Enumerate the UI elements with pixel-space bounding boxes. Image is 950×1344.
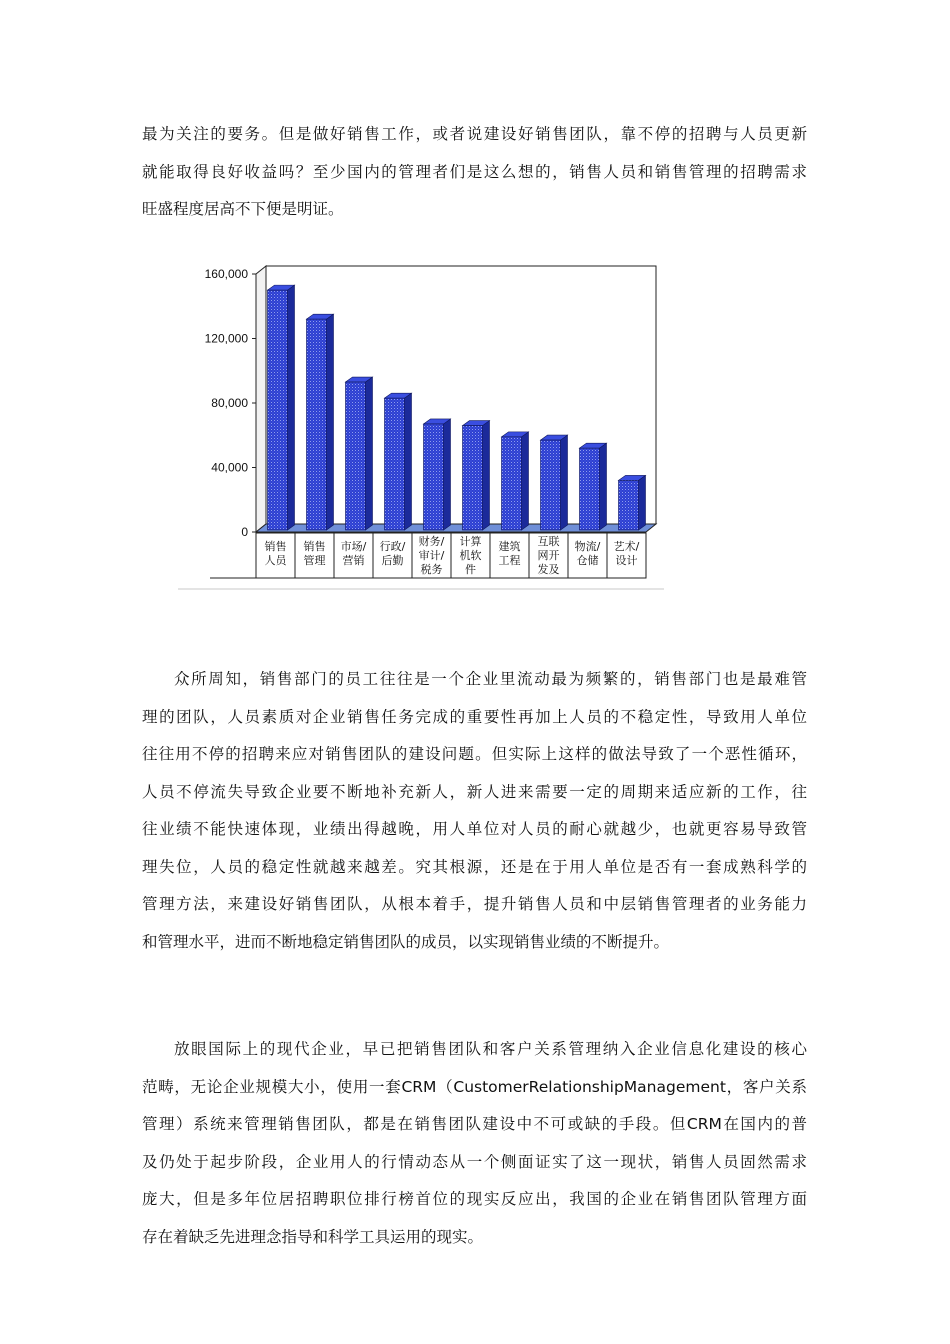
bar-side (327, 314, 334, 530)
paragraph-line: 范畴，无论企业规模大小，使用一套CRM（CustomerRelationshipManagement，客户关系 (142, 1077, 807, 1096)
bar (580, 443, 607, 530)
paragraph-line: 管理）系统来管理销售团队，都是在销售团队建设中不可或缺的手段。但CRM在国内的普 (142, 1115, 807, 1133)
bar (307, 314, 334, 530)
category-label: 发及 (537, 563, 560, 576)
paragraph-line: 就能取得良好收益吗？至少国内的管理者们是这么想的，销售人员和销售管理的招聘需求 (142, 162, 807, 181)
category-label: 行政/ (379, 540, 406, 553)
paragraph-3 (142, 1031, 807, 1256)
category-label: 审计/ (418, 549, 445, 562)
paragraph-line: 往往用不停的招聘来应对销售团队的建设问题。但实际上这样的做法导致了一个恶性循环， (142, 745, 807, 763)
paragraph-line: 存在着缺乏先进理念指导和科学工具运用的现实。 (142, 1227, 484, 1246)
category-label: 物流/ (574, 540, 601, 553)
bar (346, 377, 373, 530)
category-label: 建筑 (498, 540, 521, 553)
category-label: 销售 (303, 540, 326, 553)
category-label: 管理 (303, 554, 326, 567)
y-tick-label: 160,000 (204, 267, 248, 281)
category-label: 仓储 (576, 554, 599, 567)
paragraph-line: 众所周知，销售部门的员工往往是一个企业里流动最为频繁的，销售部门也是最难管 (174, 670, 807, 688)
paragraph-line: 人员不停流失导致企业要不断地补充新人，新人进来需要一定的周期来适应新的工作，往 (142, 782, 807, 801)
bar (541, 435, 568, 530)
bar-side (522, 432, 529, 530)
bar-front (346, 382, 366, 530)
y-tick-label: 40,000 (211, 460, 248, 475)
category-label: 财务/ (418, 535, 445, 548)
category-label: 网开 (537, 549, 560, 562)
paragraph-line: 放眼国际上的现代企业，早已把销售团队和客户关系管理纳入企业信息化建设的核心 (174, 1040, 807, 1058)
bar (502, 432, 529, 530)
paragraph-line: 庞大，但是多年位居招聘职位排行榜首位的现实反应出，我国的企业在销售团队管理方面 (142, 1190, 807, 1208)
paragraph-2 (142, 661, 807, 961)
bar (463, 421, 490, 530)
paragraph-line: 管理方法，来建设好销售团队，从根本着手，提升销售人员和中层销售管理者的业务能力 (142, 895, 807, 913)
bar-front (307, 319, 327, 530)
paragraph-line: 旺盛程度居高不下便是明证。 (142, 200, 344, 218)
bar-front (580, 448, 600, 530)
category-label: 计算 (459, 535, 482, 548)
bar-side (639, 475, 646, 530)
bar-front (619, 480, 639, 530)
category-label: 机软 (459, 549, 482, 562)
bar-side (366, 377, 373, 530)
bar-front (463, 426, 483, 530)
bar-front (424, 424, 444, 530)
paragraph-line: 理失位，人员的稳定性就越来越差。究其根源，还是在于用人单位是否有一套成熟科学的 (142, 857, 807, 876)
bar-side (561, 435, 568, 530)
bar-side (483, 421, 490, 530)
bar (268, 285, 295, 530)
category-label: 营销 (342, 554, 365, 567)
bar-front (502, 437, 522, 530)
bar (385, 393, 412, 530)
paragraph-line: 及仍处于起步阶段，企业用人的行情动态从一个侧面证实了这一现状，销售人员固然需求 (142, 1152, 807, 1171)
bar-front (268, 290, 288, 530)
bar-side (600, 443, 607, 530)
bar-side (288, 285, 295, 530)
bar-side (405, 393, 412, 530)
chart-side-wall (256, 266, 266, 532)
category-label: 设计 (615, 554, 638, 567)
y-tick-label: 120,000 (204, 331, 248, 346)
paragraph-line: 最为关注的要务。但是做好销售工作，或者说建设好销售团队，靠不停的招聘与人员更新 (142, 125, 807, 143)
y-tick-label: 80,000 (211, 396, 248, 410)
bar (619, 475, 646, 530)
category-label: 人员 (264, 554, 287, 567)
category-label: 市场/ (340, 540, 367, 553)
category-label: 税务 (420, 563, 443, 576)
y-tick-label: 0 (241, 525, 248, 539)
category-label: 工程 (498, 554, 521, 567)
category-label: 件 (465, 563, 476, 576)
category-label: 互联 (537, 535, 560, 548)
paragraph-line: 理的团队，人员素质对企业销售任务完成的重要性再加上人员的不稳定性，导致用人单位 (142, 707, 807, 726)
paragraph-1 (142, 116, 807, 229)
bar-chart-svg (178, 252, 668, 597)
bar-front (541, 440, 561, 530)
category-label: 销售 (264, 540, 287, 553)
paragraph-line: 往业绩不能快速体现，业绩出得越晚，用人单位对人员的耐心就越少，也就更容易导致管 (142, 820, 807, 838)
bar-chart (178, 252, 668, 597)
category-label: 后勤 (381, 554, 404, 567)
bar-side (444, 419, 451, 530)
bar (424, 419, 451, 530)
bar-front (385, 398, 405, 530)
category-label: 艺术/ (613, 540, 640, 553)
paragraph-line: 和管理水平，进而不断地稳定销售团队的成员，以实现销售业绩的不断提升。 (142, 932, 670, 951)
